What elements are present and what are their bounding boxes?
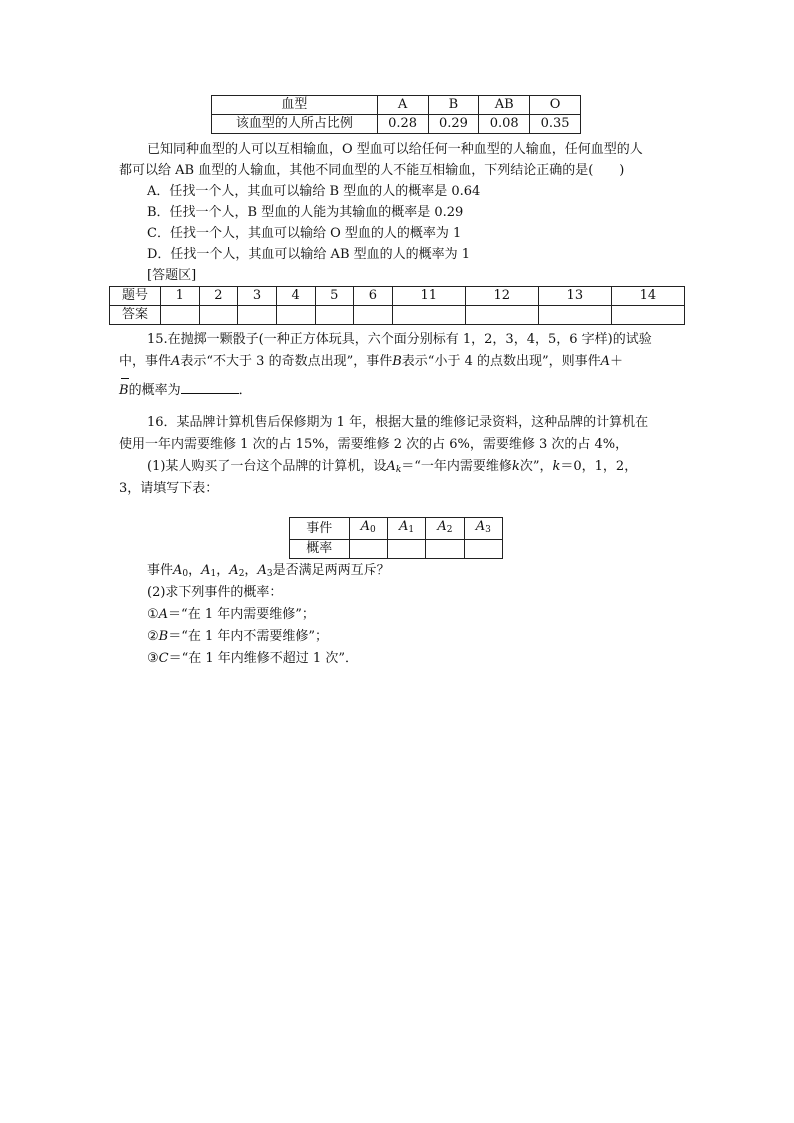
event-cell: $A_2$ — [426, 518, 464, 540]
row-label-answer: 答案 — [110, 306, 161, 325]
answer-cell[interactable] — [392, 306, 465, 325]
table-row — [110, 287, 685, 306]
probability-cell[interactable] — [426, 540, 464, 559]
row-label-number: 题号 — [110, 287, 161, 306]
table-cell: O — [530, 96, 581, 115]
answer-cell[interactable] — [199, 306, 238, 325]
question-number-cell: 5 — [315, 287, 354, 306]
table-cell: AB — [479, 96, 530, 115]
event-probability-table — [289, 517, 503, 559]
mutex-question: 事件$A_0$，$A_1$，$A_2$，$A_3$是否满足两两互斥？ — [147, 563, 390, 579]
answer-cell[interactable] — [276, 306, 315, 325]
table-cell: 0.29 — [428, 115, 479, 134]
table-cell: 该血型的人所占比例 — [212, 115, 378, 134]
answer-cell[interactable] — [538, 306, 611, 325]
probability-cell[interactable] — [387, 540, 425, 559]
answer-cell[interactable] — [611, 306, 684, 325]
list-item: ③C＝“在 1 年内维修不超过 1 次”． — [147, 651, 358, 666]
list-item: ①A＝“在 1 年内需要维修”； — [147, 607, 315, 622]
question-16-part-2: (2)求下列事件的概率： — [147, 585, 283, 600]
table-cell: 0.35 — [530, 115, 581, 134]
table-cell: 0.08 — [479, 115, 530, 134]
row-label-event: 事件 — [290, 518, 350, 540]
question-number-cell: 4 — [276, 287, 315, 306]
probability-cell[interactable] — [349, 540, 387, 559]
question-16-part-1: (1)某人购买了一台这个品牌的计算机，设$A_k=“$一年内需要维修k次”，k＝0，1，2， — [147, 459, 638, 475]
answer-cell[interactable] — [238, 306, 277, 325]
question-15-line-3: B的概率为 ． — [119, 383, 252, 398]
table-cell: B — [428, 96, 479, 115]
answer-cell[interactable] — [465, 306, 538, 325]
table-row — [290, 518, 503, 540]
question-number-cell: 6 — [354, 287, 393, 306]
question-15-line-2: 中，事件A表示“不大于 3 的奇数点出现”，事件B表示“小于 4 的点数出现”，则事件A＋ — [119, 354, 624, 369]
question-number-cell: 13 — [538, 287, 611, 306]
answer-table — [109, 286, 685, 325]
event-cell: $A_0$ — [349, 518, 387, 540]
table-row — [110, 306, 685, 325]
list-item: ②B＝“在 1 年内不需要维修”； — [147, 629, 329, 644]
table-row — [290, 540, 503, 559]
question-number-cell: 12 — [465, 287, 538, 306]
table-row — [212, 115, 581, 134]
question-16-line-2: 使用一年内需要维修 1 次的占 15%，需要维修 2 次的占 6%，需要维修 3 次的占 4%， — [119, 437, 629, 452]
question-15-line-1: 15.在抛掷一颗骰子(一种正方体玩具，六个面分别标有 1，2，3，4，5，6 字样)的试验 — [147, 332, 652, 347]
question-number-cell: 3 — [238, 287, 277, 306]
question-number-cell: 1 — [161, 287, 200, 306]
row-label-probability: 概率 — [290, 540, 350, 559]
question-number-cell: 2 — [199, 287, 238, 306]
blood-type-table — [211, 95, 581, 134]
option-a: A．任找一个人，其血可以输给 B 型血的人的概率是 0.64 — [147, 184, 481, 199]
probability-cell[interactable] — [464, 540, 502, 559]
question-14-stem-line-1: 已知同种血型的人可以互相输血，O 型血可以给任何一种血型的人输血，任何血型的人 — [147, 142, 643, 157]
option-b: B．任找一个人，B 型血的人能为其输血的概率是 0.29 — [147, 205, 464, 220]
question-14-stem-line-2: 都可以给 AB 血型的人输血，其他不同血型的人不能互相输血，下列结论正确的是( ) — [119, 163, 625, 178]
table-cell: 血型 — [212, 96, 378, 115]
option-d: D．任找一个人，其血可以输给 AB 型血的人的概率为 1 — [147, 247, 471, 262]
table-cell: A — [377, 96, 428, 115]
answer-cell[interactable] — [354, 306, 393, 325]
event-cell: $A_3$ — [464, 518, 502, 540]
answer-cell[interactable] — [161, 306, 200, 325]
option-c: C．任找一个人，其血可以输给 O 型血的人的概率为 1 — [147, 226, 462, 241]
answer-cell[interactable] — [315, 306, 354, 325]
answer-blank[interactable] — [181, 381, 239, 394]
answer-area-label: [答题区] — [147, 268, 197, 283]
question-number-cell: 14 — [611, 287, 684, 306]
table-cell: 0.28 — [377, 115, 428, 134]
question-number-cell: 11 — [392, 287, 465, 306]
question-16-part-1-line-2: 3，请填写下表： — [119, 481, 219, 496]
complement-bar — [121, 378, 129, 379]
question-16-line-1: 16．某品牌计算机售后保修期为 1 年，根据大量的维修记录资料，这种品牌的计算机在 — [147, 415, 649, 430]
table-row — [212, 96, 581, 115]
event-cell: $A_1$ — [387, 518, 425, 540]
